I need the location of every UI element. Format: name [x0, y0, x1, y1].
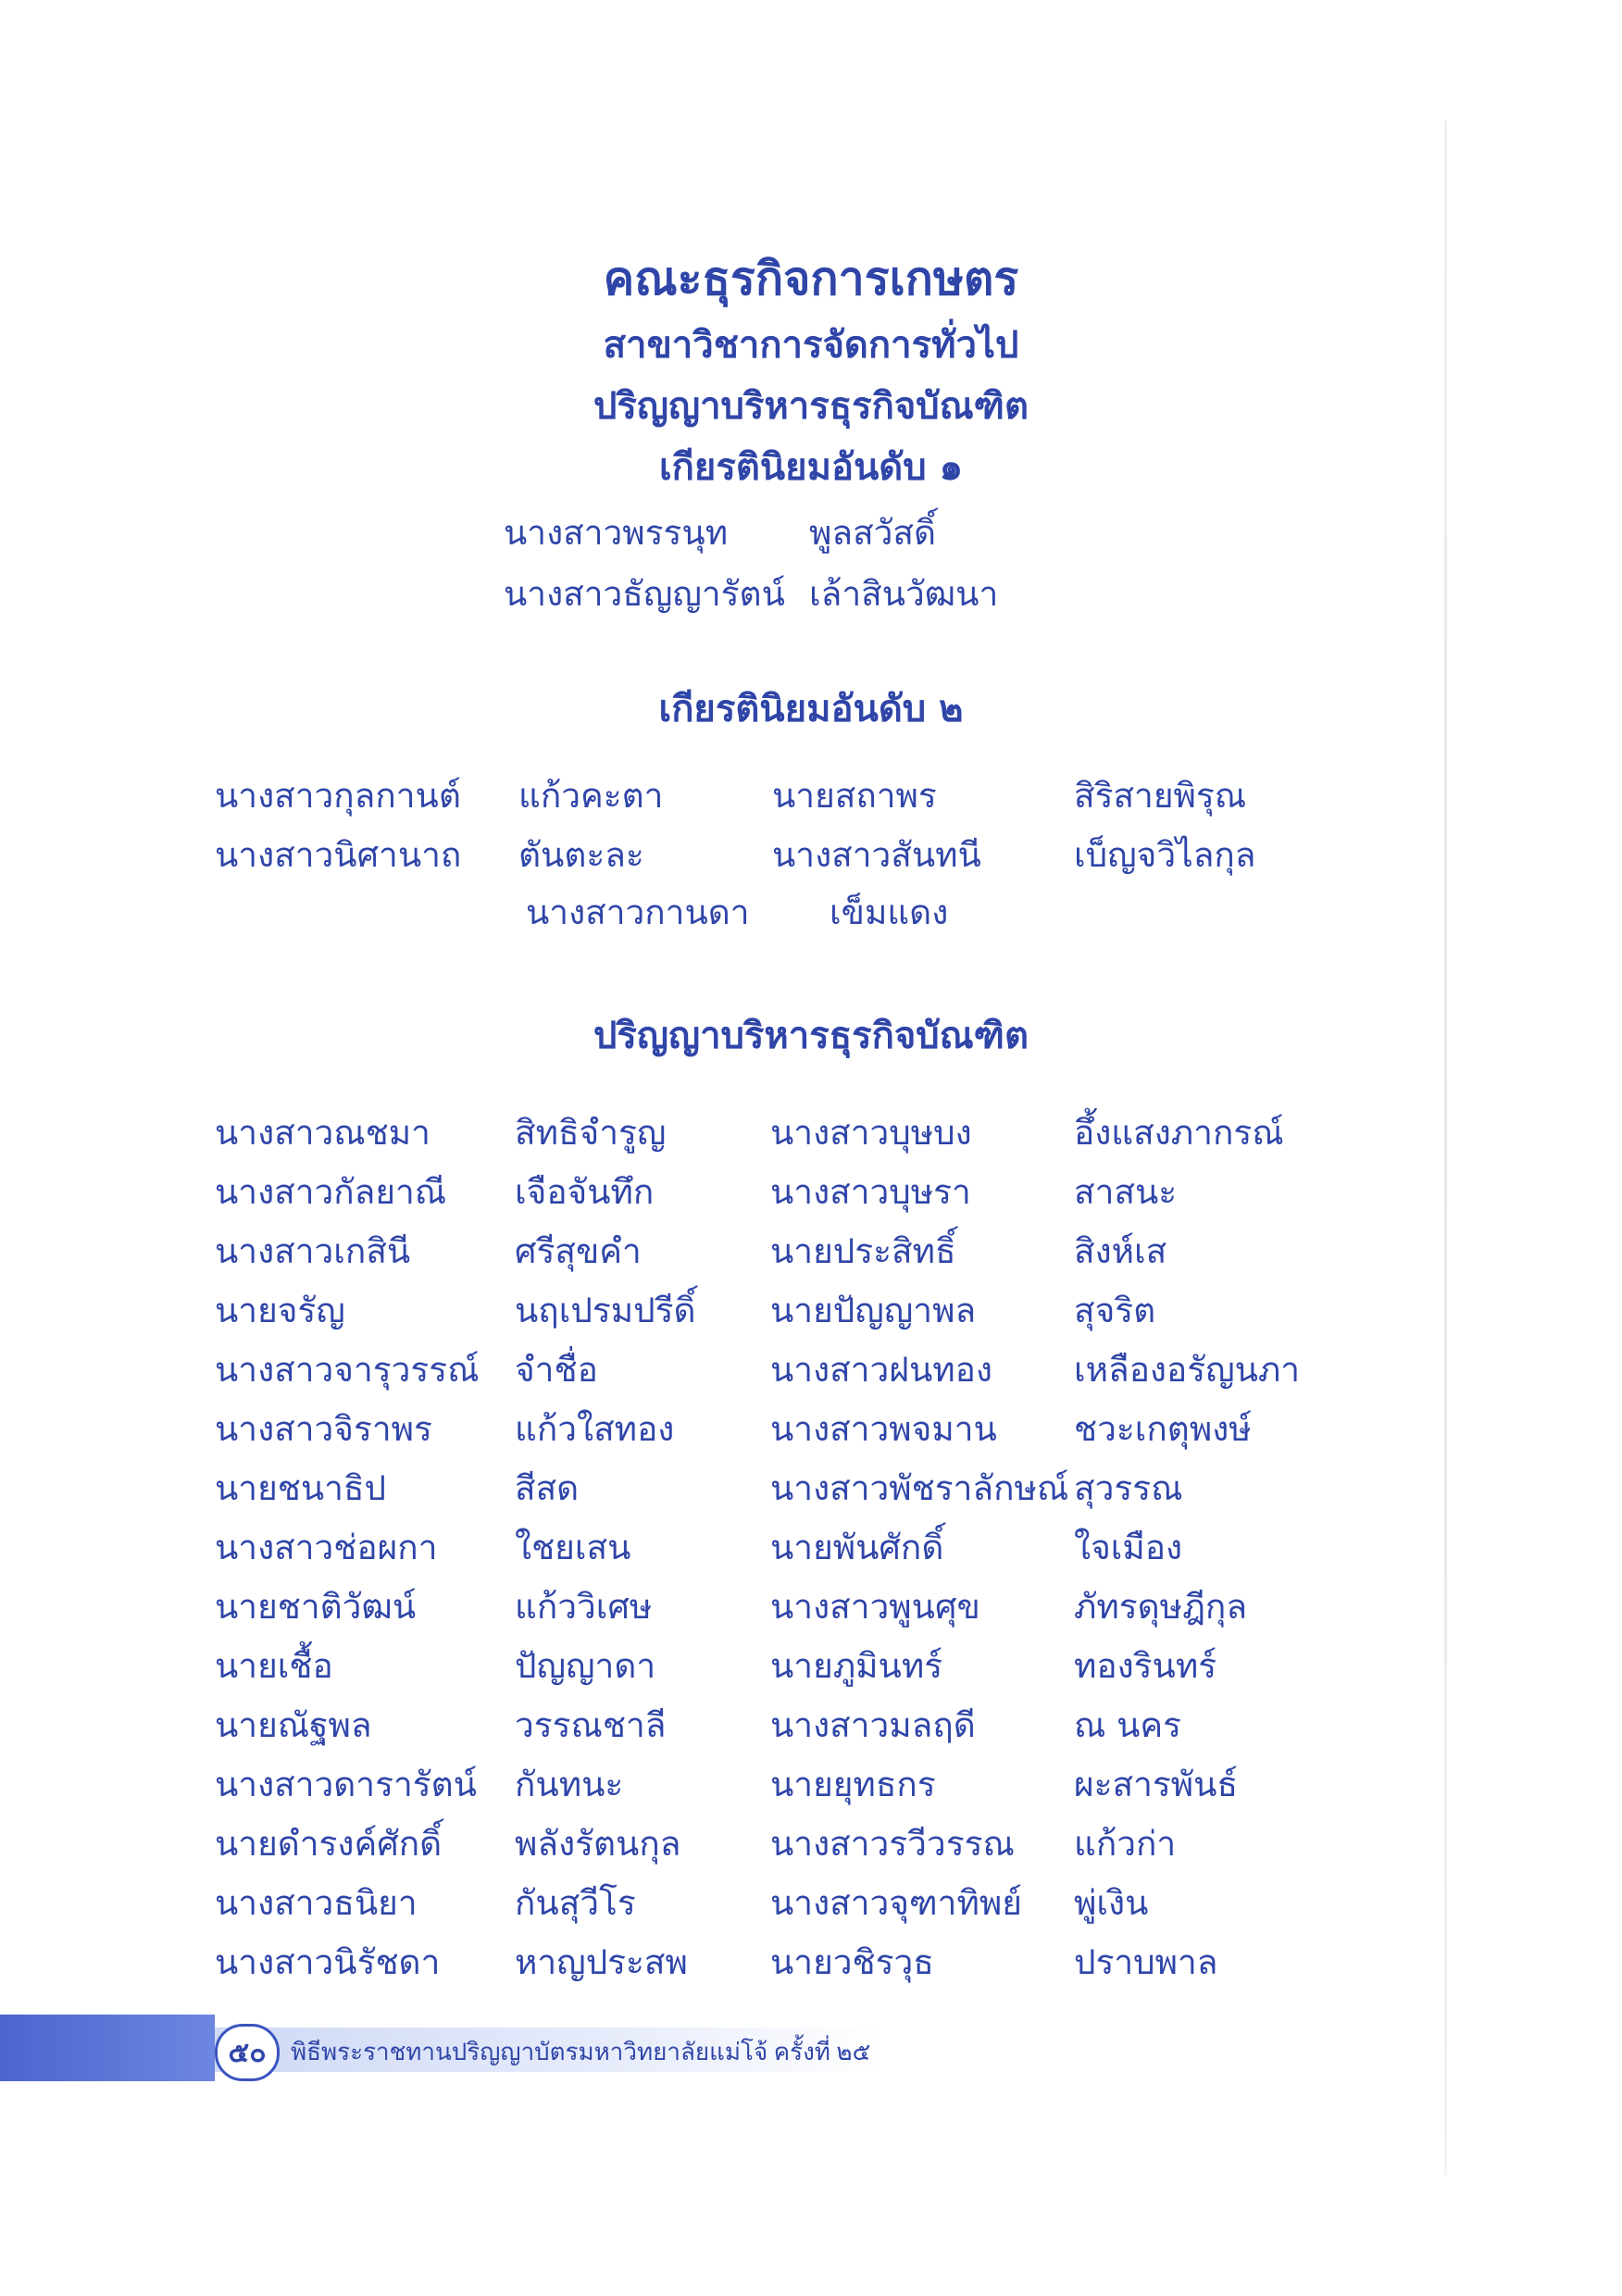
first-name: นางสาวจารุวรรณ์ [215, 1350, 480, 1390]
first-name: นางสาวเกสินี [215, 1231, 411, 1271]
honor2-heading: เกียรตินิยมอันดับ ๒ [658, 687, 964, 730]
honor1-heading: เกียรตินิยมอันดับ ๑ [659, 445, 963, 489]
first-name: นายเชื้อ [215, 1646, 333, 1686]
first-name: นางสาวนิศานาถ [215, 835, 462, 875]
first-name: นายชนาธิป [215, 1468, 386, 1508]
last-name: ผะสารพันธ์ [1074, 1765, 1239, 1804]
last-name: ปัญญาดา [515, 1646, 656, 1686]
footer-band [0, 2015, 215, 2081]
last-name: อึ้งแสงภากรณ์ [1074, 1113, 1284, 1153]
last-name: พู่เงิน [1074, 1883, 1149, 1923]
first-name: นายสถาพร [772, 776, 937, 816]
last-name: สุจริต [1074, 1291, 1156, 1330]
faculty-heading: คณะธุรกิจการเกษตร [603, 251, 1019, 306]
first-name: นางสาวบุษรา [770, 1172, 971, 1212]
first-name: นายพันศักดิ์ [770, 1528, 944, 1567]
first-name: นายดำรงค์ศักดิ์ [215, 1824, 443, 1864]
last-name: ศรีสุขคำ [515, 1231, 642, 1271]
last-name: ณ นคร [1074, 1705, 1182, 1745]
last-name: เบ็ญจวิไลกุล [1074, 835, 1256, 875]
footer-text: พิธีพระราชทานปริญญาบัตรมหาวิทยาลัยแม่โจ้ ครั้งที่ ๒๕ [291, 2039, 871, 2065]
first-name: นายยุทธกร [770, 1765, 936, 1804]
first-name: นางสาวนิรัชดา [215, 1942, 441, 1982]
last-name: สีสด [515, 1468, 580, 1508]
page-number: ๕๐ [215, 2024, 280, 2081]
first-name: นางสาวจุฑาทิพย์ [770, 1883, 1022, 1923]
first-name: นางสาวบุษบง [770, 1113, 972, 1153]
last-name: เจือจันทึก [515, 1172, 655, 1212]
last-name: แก้ววิเศษ [515, 1587, 653, 1627]
first-name: นางสาวพรรนุท [504, 513, 729, 553]
first-name: นางสาวธนิยา [215, 1883, 418, 1923]
degree-heading: ปริญญาบริหารธุรกิจบัณฑิต [593, 384, 1029, 428]
last-name: กันทนะ [515, 1765, 624, 1804]
last-name: สาสนะ [1074, 1172, 1178, 1212]
last-name: ใจเมือง [1074, 1528, 1183, 1567]
first-name: นายชาติวัฒน์ [215, 1587, 417, 1627]
last-name: ใชยเสน [515, 1528, 631, 1567]
first-name: นางสาวพัชราลักษณ์ [770, 1468, 1069, 1508]
last-name: จำชื่อ [515, 1350, 598, 1390]
first-name: นางสาวมลฤดี [770, 1705, 976, 1745]
last-name: แก้วใสทอง [515, 1409, 675, 1449]
first-name: นางสาวพจมาน [770, 1409, 997, 1449]
last-name: เหลืองอรัญนภา [1074, 1350, 1301, 1390]
last-name: ทองรินทร์ [1074, 1646, 1217, 1686]
last-name: แก้วคะตา [518, 776, 664, 816]
last-name: สิงห์เส [1074, 1231, 1167, 1271]
first-name: นางสาวพูนศุข [770, 1587, 980, 1627]
last-name: ปราบพาล [1074, 1942, 1218, 1982]
first-name: นางสาวกุลกานต์ [215, 776, 461, 816]
degree2-heading: ปริญญาบริหารธุรกิจบัณฑิต [593, 1014, 1029, 1057]
last-name: สุวรรณ [1074, 1468, 1183, 1508]
last-name: นฤเปรมปรีดิ์ [515, 1291, 696, 1330]
last-name: ชวะเกตุพงษ์ [1074, 1409, 1252, 1449]
last-name: สิทธิจำรูญ [515, 1113, 667, 1153]
last-name: เล้าสินวัฒนา [809, 574, 999, 614]
first-name: นางสาวฝนทอง [770, 1350, 992, 1390]
last-name: เข็มแดง [830, 892, 949, 932]
last-name: วรรณชาลี [515, 1705, 667, 1745]
last-name: พลังรัตนกุล [515, 1824, 681, 1864]
first-name: นายปัญญาพล [770, 1291, 977, 1330]
first-name: นางสาวช่อผกา [215, 1528, 438, 1567]
first-name: นางสาวดารารัตน์ [215, 1765, 477, 1804]
last-name: สิริสายพิรุณ [1074, 776, 1247, 816]
first-name: นายประสิทธิ์ [770, 1231, 956, 1271]
first-name: นางสาวรวีวรรณ [770, 1824, 1015, 1864]
last-name: หาญประสพ [515, 1942, 688, 1982]
first-name: นางสาวณชมา [215, 1113, 430, 1153]
first-name: นายภูมินทร์ [770, 1646, 943, 1686]
last-name: พูลสวัสดิ์ [809, 513, 937, 553]
first-name: นางสาวกัลยาณี [215, 1172, 447, 1212]
last-name: ภัทรดุษฎีกุล [1074, 1587, 1247, 1627]
first-name: นายณัฐพล [215, 1705, 372, 1745]
last-name: ตันตะละ [518, 835, 644, 875]
major-heading: สาขาวิชาการจัดการทั่วไป [603, 323, 1019, 367]
first-name: นางสาวสันทนี [772, 835, 981, 875]
first-name: นางสาวจิราพร [215, 1409, 432, 1449]
last-name: กันสุวีโร [515, 1883, 636, 1923]
first-name: นายวชิรวุธ [770, 1942, 934, 1982]
first-name: นางสาวธัญญารัตน์ [504, 574, 785, 614]
first-name: นายจรัญ [215, 1291, 345, 1330]
first-name: นางสาวกานดา [526, 892, 750, 932]
last-name: แก้วก่า [1074, 1824, 1177, 1864]
